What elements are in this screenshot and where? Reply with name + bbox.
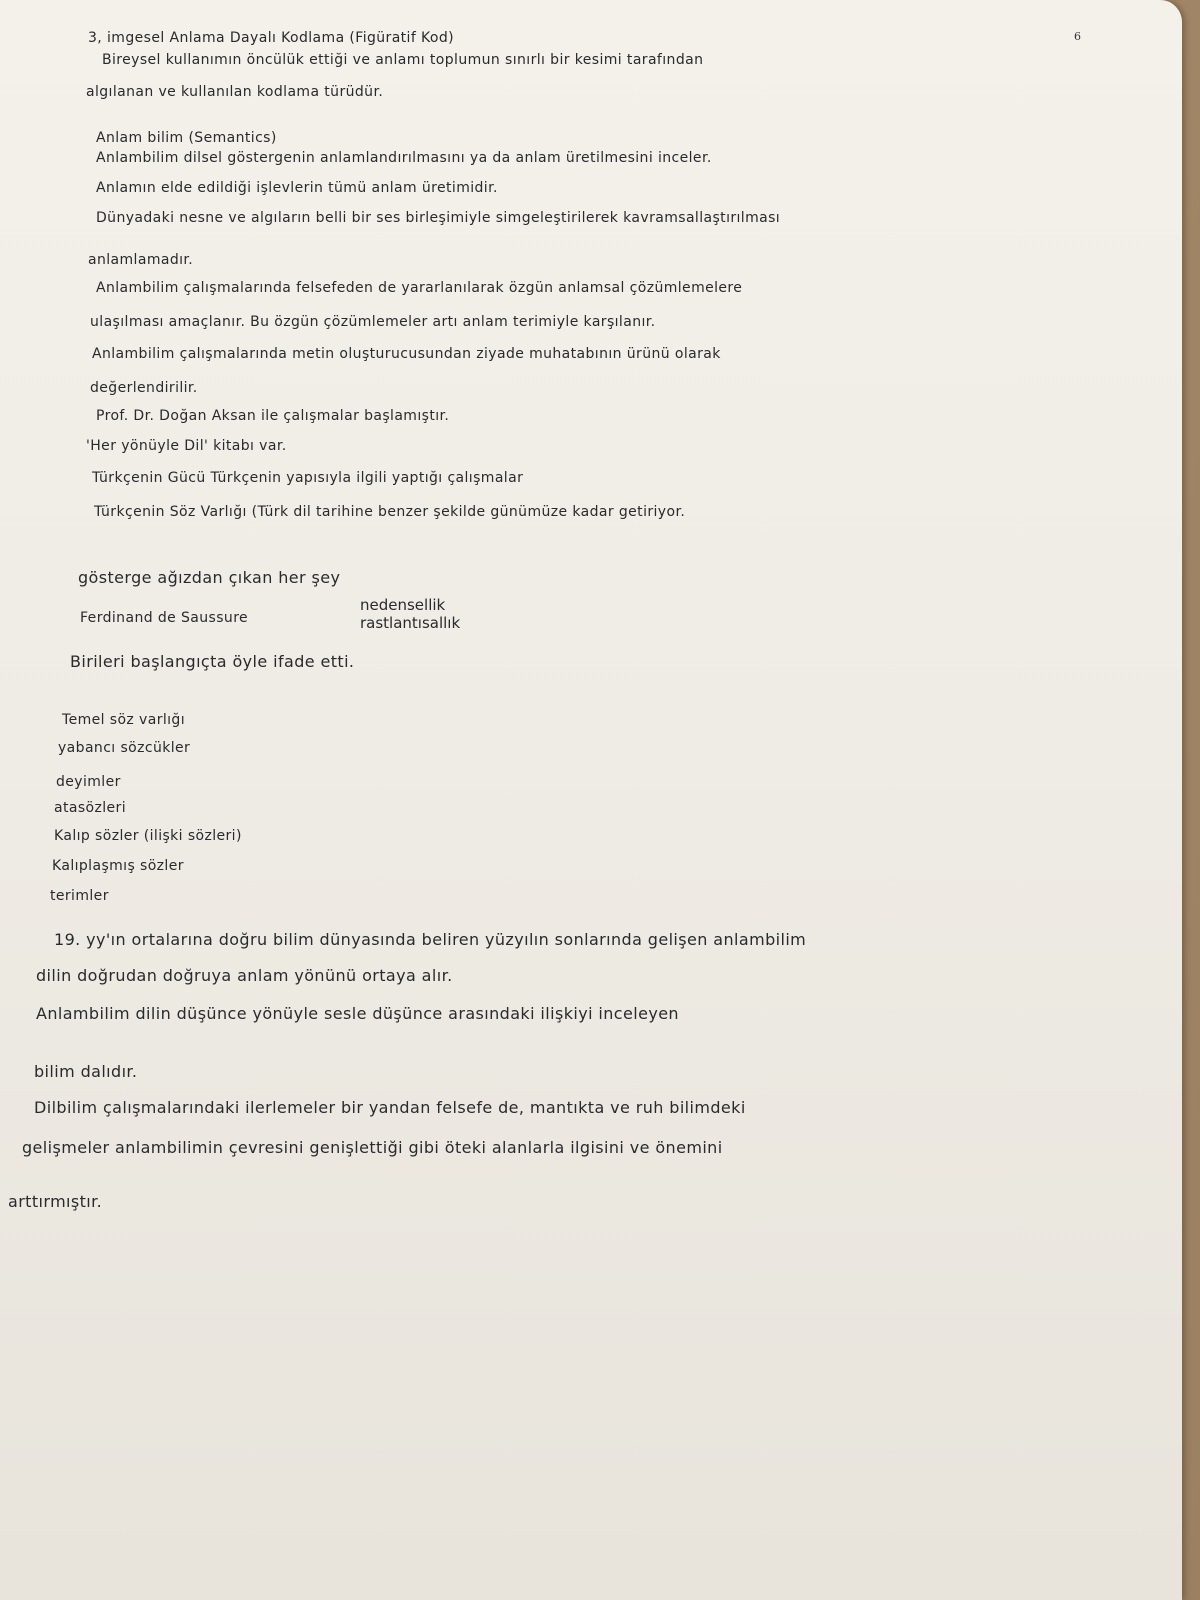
list-item: Temel söz varlığı — [62, 712, 186, 728]
text-line: Anlambilim çalışmalarında felsefeden de yararlanılarak özgün anlamsal çözümlemelere — [96, 280, 743, 296]
text-line: Anlambilim çalışmalarında metin oluşturucusundan ziyade muhatabının ürünü olarak — [92, 346, 721, 362]
term-item: rastlantısallık — [360, 614, 461, 632]
list-item: Kalıp sözler (ilişki sözleri) — [54, 828, 242, 844]
page-number: 6 — [1074, 30, 1081, 43]
list-item: atasözleri — [54, 800, 127, 816]
text-line: algılanan ve kullanılan kodlama türüdür. — [86, 84, 384, 100]
text-line: Anlam bilim (Semantics) — [96, 130, 277, 146]
text-line: Türkçenin Gücü Türkçenin yapısıyla ilgili yaptığı çalışmalar — [92, 470, 524, 486]
text-line: Anlambilim dilin düşünce yönüyle sesle düşünce arasındaki ilişkiyi inceleyen — [36, 1004, 679, 1023]
text-line: arttırmıştır. — [8, 1192, 103, 1211]
term-item: nedensellik — [360, 596, 446, 614]
list-item: Kalıplaşmış sözler — [52, 858, 184, 874]
text-line: gösterge ağızdan çıkan her şey — [78, 568, 341, 587]
text-line: değerlendirilir. — [90, 380, 198, 396]
text-line: Bireysel kullanımın öncülük ettiği ve anlamı toplumun sınırlı bir kesimi tarafından — [102, 52, 704, 68]
list-item: yabancı sözcükler — [58, 740, 191, 756]
saussure-terms — [360, 596, 460, 632]
text-line: Dünyadaki nesne ve algıların belli bir ses birleşimiyle simgeleştirilerek kavramsallaştırılması — [96, 210, 781, 226]
text-line: 'Her yönüyle Dil' kitabı var. — [86, 438, 287, 454]
text-line: 19. yy'ın ortalarına doğru bilim dünyasında beliren yüzyılın sonlarında gelişen anlambilim — [54, 930, 807, 949]
list-item: terimler — [50, 888, 109, 904]
text-line: Anlamın elde edildiği işlevlerin tümü anlam üretimidir. — [96, 180, 498, 196]
list-item: deyimler — [56, 774, 121, 790]
text-line: Anlambilim dilsel göstergenin anlamlandırılmasını ya da anlam üretilmesini inceler. — [96, 150, 712, 166]
text-line: bilim dalıdır. — [34, 1062, 138, 1081]
text-line: Birileri başlangıçta öyle ifade etti. — [70, 652, 355, 671]
text-line: dilin doğrudan doğruya anlam yönünü ortaya alır. — [36, 966, 453, 985]
text-line: Dilbilim çalışmalarındaki ilerlemeler bir yandan felsefe de, mantıkta ve ruh bilimdeki — [34, 1098, 746, 1117]
text-line: 3, imgesel Anlama Dayalı Kodlama (Figüratif Kod) — [88, 30, 455, 46]
text-line: Türkçenin Söz Varlığı (Türk dil tarihine benzer şekilde günümüze kadar getiriyor. — [94, 504, 686, 520]
text-line: ulaşılması amaçlanır. Bu özgün çözümlemeler artı anlam terimiyle karşılanır. — [90, 314, 656, 330]
text-line: gelişmeler anlambilimin çevresini genişlettiği gibi öteki alanlarla ilgisini ve önemini — [22, 1138, 723, 1157]
text-line: Prof. Dr. Doğan Aksan ile çalışmalar başlamıştır. — [96, 408, 450, 424]
text-line: anlamlamadır. — [88, 252, 194, 268]
text-line: Ferdinand de Saussure — [80, 610, 249, 626]
